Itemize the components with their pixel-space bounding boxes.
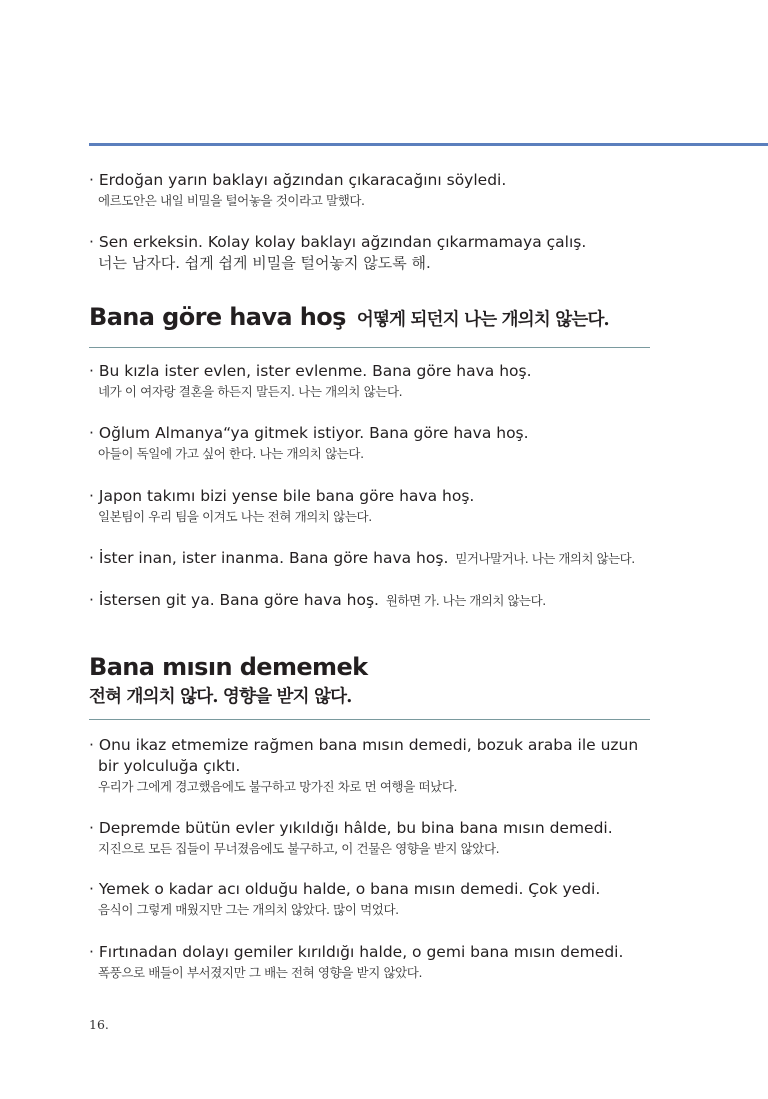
section-title: Bana mısın dememek <box>89 653 368 681</box>
page-number: 16. <box>89 1017 109 1032</box>
example-item <box>89 486 669 526</box>
example-turkish: Depremde bütün evler yıkıldığı hâlde, bu bina bana mısın demedi. <box>98 819 613 837</box>
example-korean: 지진으로 모든 집들이 무너졌음에도 불구하고, 이 건물은 영향을 받지 않았다. <box>98 841 500 856</box>
example-item <box>89 232 669 272</box>
bullet: · <box>89 943 94 961</box>
bullet: · <box>89 736 94 754</box>
section-title-korean: 전혀 개의치 않다. 영향을 받지 않다. <box>89 687 352 707</box>
example-item <box>89 818 669 858</box>
bullet: · <box>89 549 94 567</box>
example-korean: 우리가 그에게 경고했음에도 불구하고 망가진 차로 먼 여행을 떠났다. <box>98 779 458 794</box>
example-item <box>89 735 649 796</box>
example-korean: 폭풍으로 배들이 부서졌지만 그 배는 전혀 영향을 받지 않았다. <box>98 965 423 980</box>
example-turkish: Fırtınadan dolayı gemiler kırıldığı halde, o gemi bana mısın demedi. <box>98 943 624 961</box>
example-item <box>89 590 669 611</box>
example-item <box>89 361 669 401</box>
example-turkish: Sen erkeksin. Kolay kolay baklayı ağzından çıkarmamaya çalış. <box>98 233 587 251</box>
bullet: · <box>89 591 94 609</box>
example-korean: 음식이 그렇게 매웠지만 그는 개의치 않았다. 많이 먹었다. <box>98 902 399 917</box>
example-turkish: İster inan, ister inanma. Bana göre hava hoş. <box>98 549 449 567</box>
example-korean: 아들이 독일에 가고 싶어 한다. 나는 개의치 않는다. <box>98 446 364 461</box>
example-item <box>89 942 689 982</box>
bullet: · <box>89 819 94 837</box>
example-turkish: İstersen git ya. Bana göre hava hoş. <box>98 591 379 609</box>
example-korean: 네가 이 여자랑 결혼을 하든지 말든지. 나는 개의치 않는다. <box>98 384 403 399</box>
bullet: · <box>89 880 94 898</box>
bullet: · <box>89 362 94 380</box>
example-korean: 에르도안은 내일 비밀을 털어놓을 것이라고 말했다. <box>98 193 365 208</box>
example-turkish: Japon takımı bizi yense bile bana göre hava hoş. <box>98 487 475 505</box>
example-item <box>89 423 669 463</box>
example-korean: 일본팀이 우리 팀을 이겨도 나는 전혀 개의치 않는다. <box>98 509 372 524</box>
example-item <box>89 170 669 210</box>
bullet: · <box>89 171 94 189</box>
example-item <box>89 548 689 569</box>
bullet: · <box>89 424 94 442</box>
section-heading <box>89 651 650 720</box>
section-heading <box>89 303 650 348</box>
section-title-korean: 어떻게 되던지 나는 개의치 않는다. <box>356 310 609 330</box>
example-korean: 원하면 가. 나는 개의치 않는다. <box>385 593 546 608</box>
section-title: Bana göre hava hoş <box>89 303 346 331</box>
example-turkish: Onu ikaz etmemize rağmen bana mısın demedi, bozuk araba ile uzun bir yolculuğa çıktı. <box>98 736 639 775</box>
bullet: · <box>89 233 94 251</box>
bullet: · <box>89 487 94 505</box>
example-turkish: Oğlum Almanya“ya gitmek istiyor. Bana göre hava hoş. <box>98 424 529 442</box>
example-item <box>89 879 669 919</box>
example-korean: 믿거나말거나. 나는 개의치 않는다. <box>455 551 635 566</box>
header-rule <box>89 143 768 146</box>
example-turkish: Erdoğan yarın baklayı ağzından çıkaracağını söyledi. <box>98 171 507 189</box>
example-turkish: Yemek o kadar acı olduğu halde, o bana mısın demedi. Çok yedi. <box>98 880 601 898</box>
example-turkish: Bu kızla ister evlen, ister evlenme. Bana göre hava hoş. <box>98 362 532 380</box>
example-korean: 너는 남자다. 쉽게 쉽게 비밀을 털어놓지 않도록 해. <box>98 254 431 272</box>
